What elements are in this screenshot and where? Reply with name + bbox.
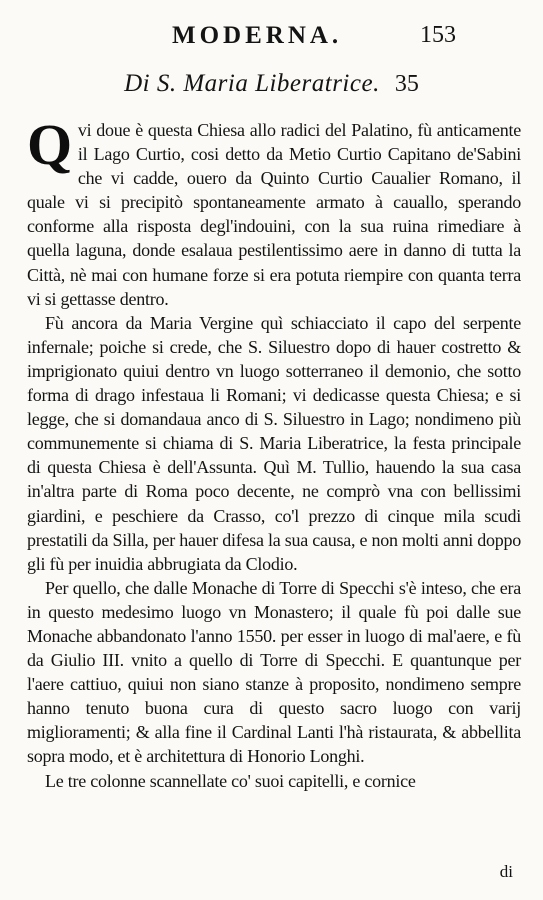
paragraph-1 (27, 112, 521, 311)
catchword: di (499, 862, 513, 881)
chapter-heading (0, 70, 543, 98)
paragraph-2: Fù ancora da Maria Vergine quì schiacciato il capo del serpente infernale; poiche si crede, che S. Siluestro dopo di hauer costretto & imprigionato quiui dentro vn luogo sotterraneo il demonio, che sotto forma di drago infestaua li Romani; vi dedicasse questa Chiesa; e si legge, che si domandaua anco di S. Siluestro in Lago; nondimeno più communemente si chiama di S. Maria Liberatrice, la festa principale di questa Chiesa è dell'Assunta. Quì M. Tullio, hauendo la sua casa in'altra parte di Roma poco decente, ne comprò vna con bellissimi giardini, e peschiere da Crasso, co'l prezzo di cinque mila scudi prestatili da Silla, per hauer difesa la sua causa, e non molti anni doppo gli fù per inuidia abbrugiata da Clodio. (27, 312, 521, 574)
body-text (27, 112, 521, 793)
page-number: 153 (420, 22, 456, 48)
running-head (0, 18, 543, 52)
drop-cap: Q (27, 112, 72, 177)
paragraph-3: Per quello, che dalle Monache di Torre di Specchi s'è inteso, che era in questo medesimo luogo vn Monastero; il quale fù poi dalle sue Monache abbandonato l'anno 1550. per esser in luogo di mal'aere, e fù da Giulio III. vnito a quello di Torre di Specchi. E quantunque per l'aere cattiuo, quiui non siano stanze à proposito, nondimeno sempre hanno tenuto buona cura di questo sacro luogo con varij miglioramenti; & alla fine il Cardinal Lanti l'hà ristaurata, & abbellita sopra modo, et è architettura di Honorio Longhi. (27, 577, 521, 767)
running-head-section: MODERNA. (172, 22, 343, 49)
chapter-number: 35 (394, 71, 419, 97)
paragraph-1-text: vi doue è questa Chiesa allo radici del Palatino, fù anticamente il Lago Curtio, cosi detto da Metio Curtio Capitano de'Sabini che vi cadde, ouero da Quinto Curtio Caualier Romano, il quale vi si precipitò spontaneamente armato à cauallo, sperando conforme alla risposta degl'indouini, con la sua ruina rimediare à quella laguna, donde esalaua pestilentissimo aere in danno di tutta la Città, nè mai con humane forze si era potuta riempire con quanta terra vi si gettasse dentro. (27, 120, 521, 309)
chapter-title: Di S. Maria Liberatrice. (124, 70, 380, 97)
paragraph-4: Le tre colonne scannellate co' suoi capitelli, e cornice (45, 770, 416, 791)
